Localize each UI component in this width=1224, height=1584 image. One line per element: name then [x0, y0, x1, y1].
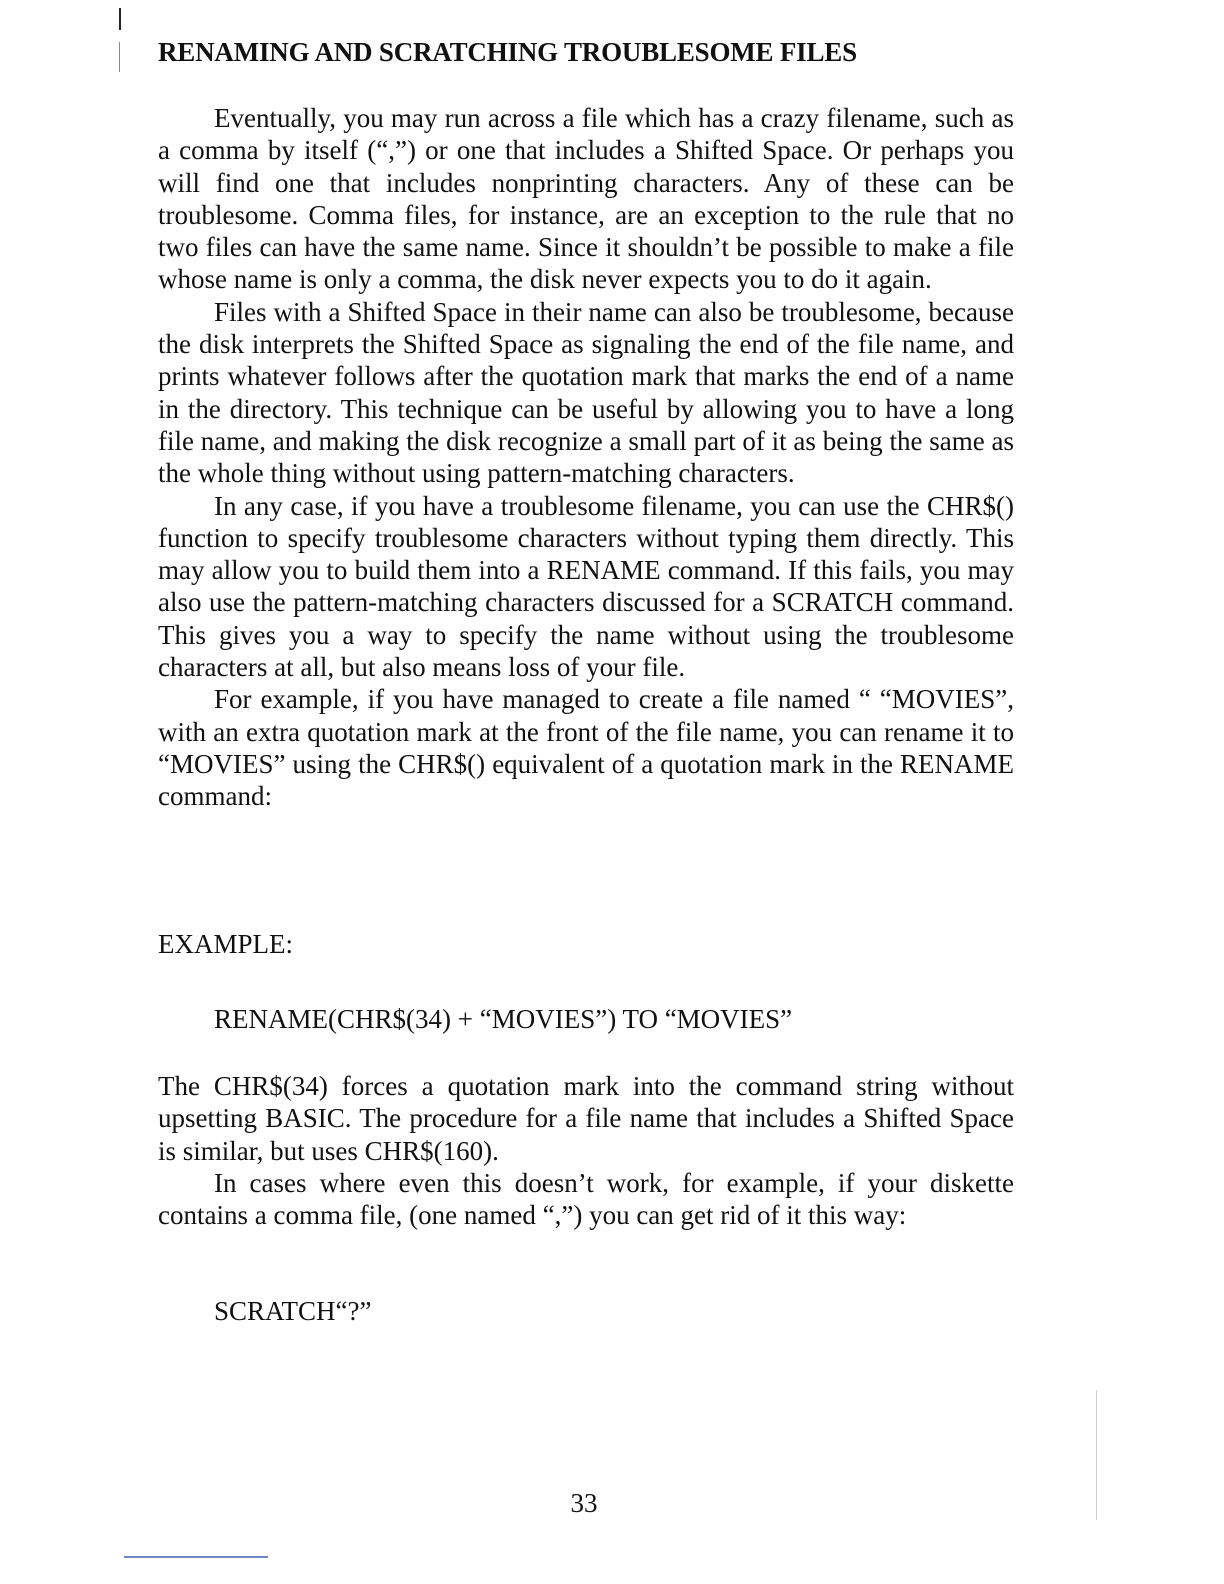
- section-heading: RENAMING AND SCRATCHING TROUBLESOME FILES: [158, 37, 857, 67]
- example-label: EXAMPLE:: [158, 929, 293, 959]
- explanation-text-block: [158, 1070, 1014, 1231]
- paragraph-chr-function: In any case, if you have a troublesome filename, you can use the CHR$() function to specify troublesome characters without typing them directly. This may allow you to build them into a RENAME command. If this fails, you may also use the pattern-matching characters discussed for a SCRATCH command. This gives you a way to specify the name without using the troublesome characters at all, but also means loss of your file.: [158, 490, 1014, 683]
- paragraph-crazy-filenames: Eventually, you may run across a file which has a crazy filename, such as a comma by itself (“,”) or one that includes a Shifted Space. Or perhaps you will find one that includes nonprinting characters. Any of these can be troublesome. Comma files, for instance, are an exception to the rule that no two files can have the same name. Since it shouldn’t be possible to make a file whose name is only a comma, the disk never expects you to do it again.: [158, 103, 1014, 295]
- paragraph-chr34-explanation: The CHR$(34) forces a quotation mark into the command string without upsetting BASIC. The procedure for a file name that includes a Shifted Space is similar, but uses CHR$(160).: [158, 1071, 1014, 1166]
- rename-command-example: RENAME(CHR$(34) + “MOVIES”) TO “MOVIES”: [214, 1004, 793, 1034]
- scratch-command-example: SCRATCH“?”: [214, 1296, 372, 1326]
- page-number: 33: [570, 1488, 598, 1518]
- intro-text-block: [158, 102, 1014, 813]
- scan-margin-mark-lower: [119, 42, 120, 72]
- paragraph-shifted-space: Files with a Shifted Space in their name can also be troublesome, because the disk interprets the Shifted Space as signaling the end of the file name, and prints whatever follows after the quotation mark that marks the end of a name in the directory. This technique can be useful by allowing you to have a long file name, and making the disk recognize a small part of it as being the same as the whole thing without using pattern-matching characters.: [158, 296, 1014, 489]
- scan-edge-line: [124, 1556, 268, 1558]
- paragraph-comma-file: In cases where even this doesn’t work, for example, if your diskette contains a comma file, (one named “,”) you can get rid of it this way:: [158, 1167, 1014, 1231]
- paragraph-example-intro: For example, if you have managed to create a file named “ “MOVIES”, with an extra quotation mark at the front of the file name, you can rename it to “MOVIES” using the CHR$() equivalent of a quotation mark in the RENAME command:: [158, 684, 1014, 812]
- scan-margin-mark: [119, 8, 121, 30]
